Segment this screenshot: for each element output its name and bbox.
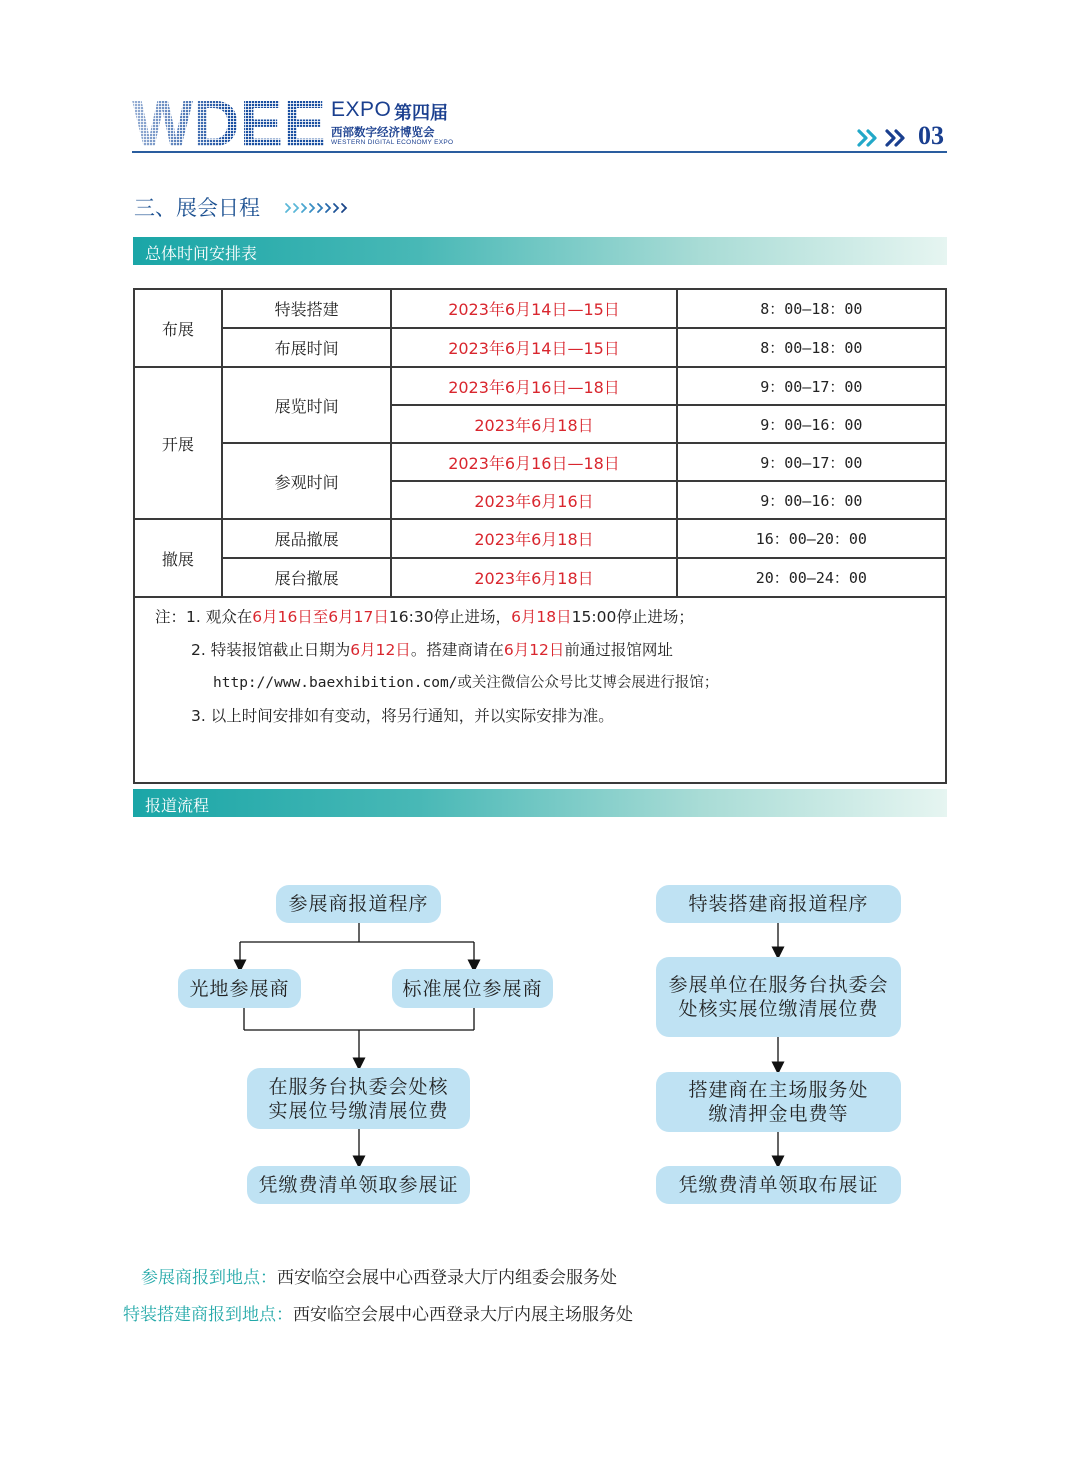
time-cell: 16：00—20：00 xyxy=(677,519,946,558)
item-cell: 展览时间 xyxy=(222,367,392,443)
flow-right-step1: 参展单位在服务台执委会 处核实展位缴清展位费 xyxy=(656,957,901,1037)
phase-cell: 撤展 xyxy=(134,519,222,597)
time-cell: 9：00—17：00 xyxy=(677,367,946,405)
section-title: 三、展会日程 xyxy=(134,196,260,220)
expo-word: EXPO xyxy=(331,98,392,121)
registration-banner-label: 报道流程 xyxy=(145,796,210,815)
time-cell: 20：00—24：00 xyxy=(677,558,946,597)
exhibitor-location-value: 西安临空会展中心西登录大厅内组委会服务处 xyxy=(277,1268,617,1288)
date-cell: 2023年6月16日 xyxy=(391,481,676,519)
item-cell: 展台撤展 xyxy=(222,558,392,597)
time-cell: 9：00—16：00 xyxy=(677,405,946,443)
date-cell: 2023年6月18日 xyxy=(391,405,676,443)
flow-left-step3: 凭缴费清单领取参展证 xyxy=(247,1166,470,1204)
time-cell: 8：00—18：00 xyxy=(677,328,946,367)
time-cell: 8：00—18：00 xyxy=(677,289,946,328)
item-cell: 展品撤展 xyxy=(222,519,392,558)
flow-left-start: 参展商报道程序 xyxy=(276,885,441,923)
schedule-banner-label: 总体时间安排表 xyxy=(145,244,258,263)
date-cell: 2023年6月14日—15日 xyxy=(391,289,676,328)
time-cell: 9：00—16：00 xyxy=(677,481,946,519)
exhibitor-location xyxy=(141,1263,617,1288)
item-cell: 特装搭建 xyxy=(222,289,392,328)
note-line-2: 2. 特装报馆截止日期为6月12日。搭建商请在6月12日前通过报馆网址 xyxy=(191,641,673,659)
page-number: 03 xyxy=(918,121,944,150)
flow-left-option-a: 光地参展商 xyxy=(178,969,301,1008)
phase-cell: 布展 xyxy=(134,289,222,367)
note-line-1: 注：1. 观众在6月16日至6月17日16:30停止进场，6月18日15:00停止进场； xyxy=(155,608,694,626)
note-line-url: http://www.baexhibition.com/或关注微信公众号比艾博会展进行报馆； xyxy=(213,675,719,691)
flow-left-option-b: 标准展位参展商 xyxy=(392,969,553,1008)
builder-location-label: 特装搭建商报到地点： xyxy=(123,1305,293,1325)
builder-location-value: 西安临空会展中心西登录大厅内展主场服务处 xyxy=(293,1305,633,1325)
date-cell: 2023年6月14日—15日 xyxy=(391,328,676,367)
item-cell: 布展时间 xyxy=(222,328,392,367)
phase-cell: 开展 xyxy=(134,367,222,519)
expo-chinese-name: 西部数字经济博览会 xyxy=(331,125,435,139)
date-cell: 2023年6月16日—18日 xyxy=(391,367,676,405)
expo-edition: 第四届 xyxy=(394,103,448,124)
flow-right-step2: 搭建商在主场服务处 缴清押金电费等 xyxy=(656,1072,901,1132)
flow-right-start: 特装搭建商报道程序 xyxy=(656,885,901,923)
item-cell: 参观时间 xyxy=(222,443,392,519)
date-cell: 2023年6月18日 xyxy=(391,519,676,558)
builder-location xyxy=(123,1300,633,1325)
exhibitor-location-label: 参展商报到地点： xyxy=(141,1268,277,1288)
date-cell: 2023年6月16日—18日 xyxy=(391,443,676,481)
date-cell: 2023年6月18日 xyxy=(391,558,676,597)
flow-right-step3: 凭缴费清单领取布展证 xyxy=(656,1166,901,1204)
expo-english-name: WESTERN DIGITAL ECONOMY EXPO xyxy=(331,139,454,146)
flow-left-step2: 在服务台执委会处核 实展位号缴清展位费 xyxy=(247,1068,470,1129)
note-line-3: 3. 以上时间安排如有变动，将另行通知，并以实际安排为准。 xyxy=(191,707,614,725)
time-cell: 9：00—17：00 xyxy=(677,443,946,481)
